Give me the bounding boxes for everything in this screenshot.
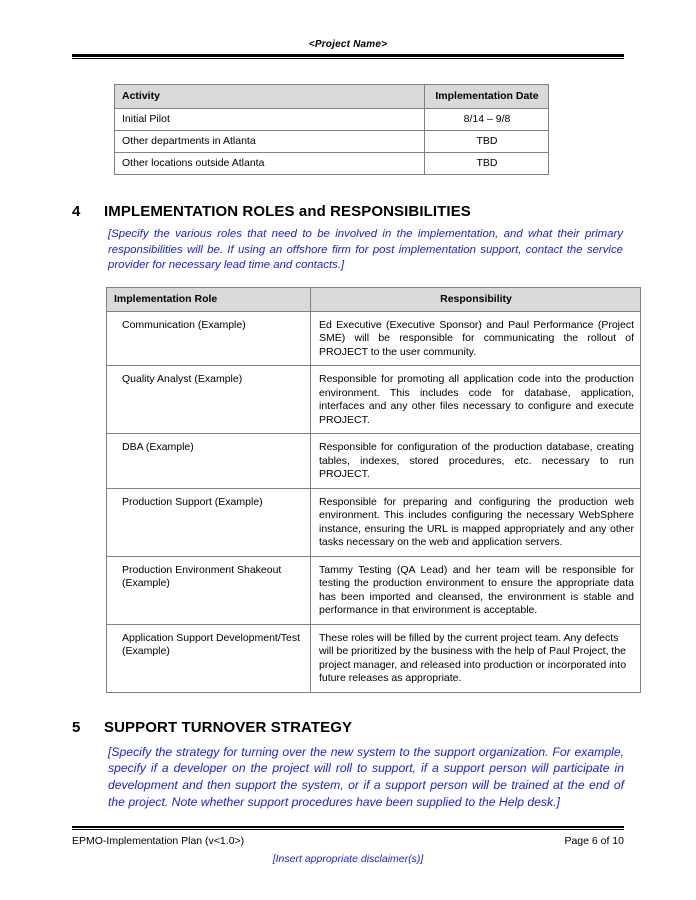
section-4-title: IMPLEMENTATION ROLES and RESPONSIBILITIES xyxy=(104,203,471,220)
schedule-activity-cell: Other departments in Atlanta xyxy=(115,131,425,153)
schedule-header-row xyxy=(115,85,549,109)
schedule-table-body xyxy=(115,109,549,175)
table-row xyxy=(107,366,641,434)
roles-header-row xyxy=(107,287,641,311)
roles-header-role: Implementation Role xyxy=(107,287,311,311)
schedule-date-cell: TBD xyxy=(425,153,549,175)
table-row xyxy=(107,434,641,489)
schedule-header-date: Implementation Date xyxy=(425,85,549,109)
role-name-cell: Communication (Example) xyxy=(107,311,311,366)
table-row xyxy=(107,311,641,366)
footer-disclaimer-text: [Insert appropriate disclaimer(s)] xyxy=(272,853,424,865)
roles-table-head xyxy=(107,287,641,311)
page-content xyxy=(72,74,634,810)
running-header xyxy=(72,38,624,59)
footer-document-name: EPMO-Implementation Plan (v<1.0>) xyxy=(72,835,245,847)
running-footer xyxy=(72,826,624,865)
section-4-number: 4 xyxy=(72,203,81,220)
section-5-instruction-text: [Specify the strategy for turning over the new system to the support organization. For example, specify if a developer on the project will roll to support, if a support person will participate in development and then support the system, or if a support person will be trained at the end of the project. Note whether support procedures have been supplied to the Help desk.] xyxy=(108,744,624,809)
schedule-activity-cell: Other locations outside Atlanta xyxy=(115,153,425,175)
footer-main-row xyxy=(72,835,624,847)
role-responsibility-cell: These roles will be filled by the current project team. Any defects will be prioritized by the business with the help of Paul Project, the project manager, and released into production or incorporated into future releases as appropriate. xyxy=(311,624,641,692)
implementation-roles-table xyxy=(106,287,641,693)
role-name-cell: Quality Analyst (Example) xyxy=(107,366,311,434)
table-row xyxy=(107,624,641,692)
role-name-cell: Production Environment Shakeout (Example) xyxy=(107,556,311,624)
role-responsibility-cell: Responsible for preparing and configuring the production web environment. This includes configuring the necessary WebSphere instance, ensuring the URL is mapped appropriately and any other tasks necessary on the web and application servers. xyxy=(311,488,641,556)
table-row xyxy=(107,488,641,556)
schedule-date-cell: TBD xyxy=(425,131,549,153)
role-responsibility-cell: Tammy Testing (QA Lead) and her team will be responsible for testing the production environment to ensure the appropriate data has been imported and cleansed, the environment is stable and performance in that environment is acceptable. xyxy=(311,556,641,624)
implementation-schedule-table xyxy=(114,84,549,175)
table-row xyxy=(115,131,549,153)
section-5-number: 5 xyxy=(72,718,81,736)
role-name-cell: Production Support (Example) xyxy=(107,488,311,556)
table-row xyxy=(115,153,549,175)
table-row xyxy=(107,556,641,624)
section-5-heading xyxy=(72,719,624,736)
footer-page-number: Page 6 of 10 xyxy=(564,835,624,847)
section-4-heading xyxy=(72,203,624,220)
section-4-instruction-text: [Specify the various roles that need to be involved in the implementation, and what their primary responsibilities will be. If using an offshore firm for post implementation support, contact the service provider for necessary lead time and contacts.] xyxy=(108,228,623,272)
section-5-title: SUPPORT TURNOVER STRATEGY xyxy=(104,718,353,736)
role-name-cell: Application Support Development/Test (Example) xyxy=(107,624,311,692)
roles-header-responsibility: Responsibility xyxy=(311,287,641,311)
schedule-table-head xyxy=(115,85,549,109)
table-row xyxy=(115,109,549,131)
role-name-cell: DBA (Example) xyxy=(107,434,311,489)
role-responsibility-cell: Responsible for promoting all application code into the production environment. This includes code for database, application, interfaces and any other files necessary to configure and execute PROJECT. xyxy=(311,366,641,434)
roles-table-body xyxy=(107,311,641,692)
header-project-name: <Project Name> xyxy=(308,39,388,50)
header-divider-rule xyxy=(72,54,624,59)
schedule-date-cell: 8/14 – 9/8 xyxy=(425,109,549,131)
role-responsibility-cell: Ed Executive (Executive Sponsor) and Paul Performance (Project SME) will be responsible for communicating the rollout of PROJECT to the user community. xyxy=(311,311,641,366)
footer-divider-rule xyxy=(72,826,624,830)
role-responsibility-cell: Responsible for configuration of the production database, creating tables, indexes, stored procedures, etc. necessary to run PROJECT. xyxy=(311,434,641,489)
schedule-header-activity: Activity xyxy=(115,85,425,109)
schedule-activity-cell: Initial Pilot xyxy=(115,109,425,131)
